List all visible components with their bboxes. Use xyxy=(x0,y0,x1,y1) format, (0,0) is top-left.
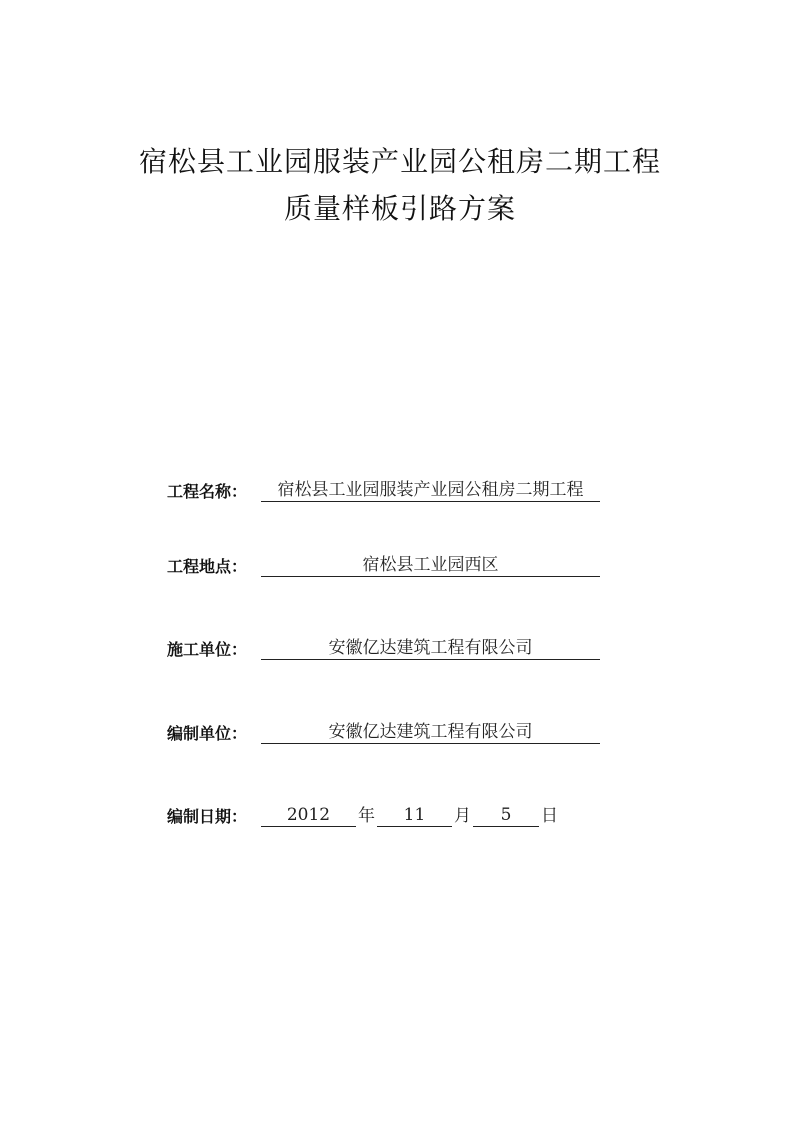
project-name-label: 工程名称： xyxy=(167,482,248,501)
document-subtitle: 质量样板引路方案 xyxy=(283,192,516,225)
construction-unit-value: 安徽亿达建筑工程有限公司 xyxy=(261,637,600,660)
date-year: 2012 xyxy=(261,804,356,827)
project-location-row xyxy=(167,551,600,577)
compiling-unit-value: 安徽亿达建筑工程有限公司 xyxy=(261,721,600,744)
project-location-label: 工程地点： xyxy=(167,557,248,576)
document-title: 宿松县工业园服装产业园公租房二期工程 xyxy=(138,145,661,178)
compile-date-row xyxy=(167,801,560,827)
compiling-unit-label: 编制单位： xyxy=(167,724,248,743)
date-month-unit: 月 xyxy=(454,806,471,826)
project-location-value: 宿松县工业园西区 xyxy=(261,554,600,577)
compiling-unit-row xyxy=(167,718,600,744)
construction-unit-row xyxy=(167,634,600,660)
construction-unit-label: 施工单位： xyxy=(167,640,248,659)
compile-date-label: 编制日期： xyxy=(167,807,248,826)
project-name-value: 宿松县工业园服装产业园公租房二期工程 xyxy=(261,479,600,502)
project-name-row xyxy=(167,476,600,502)
date-month: 11 xyxy=(377,804,452,827)
date-year-unit: 年 xyxy=(358,806,375,826)
date-day: 5 xyxy=(473,804,539,827)
date-day-unit: 日 xyxy=(541,806,558,826)
